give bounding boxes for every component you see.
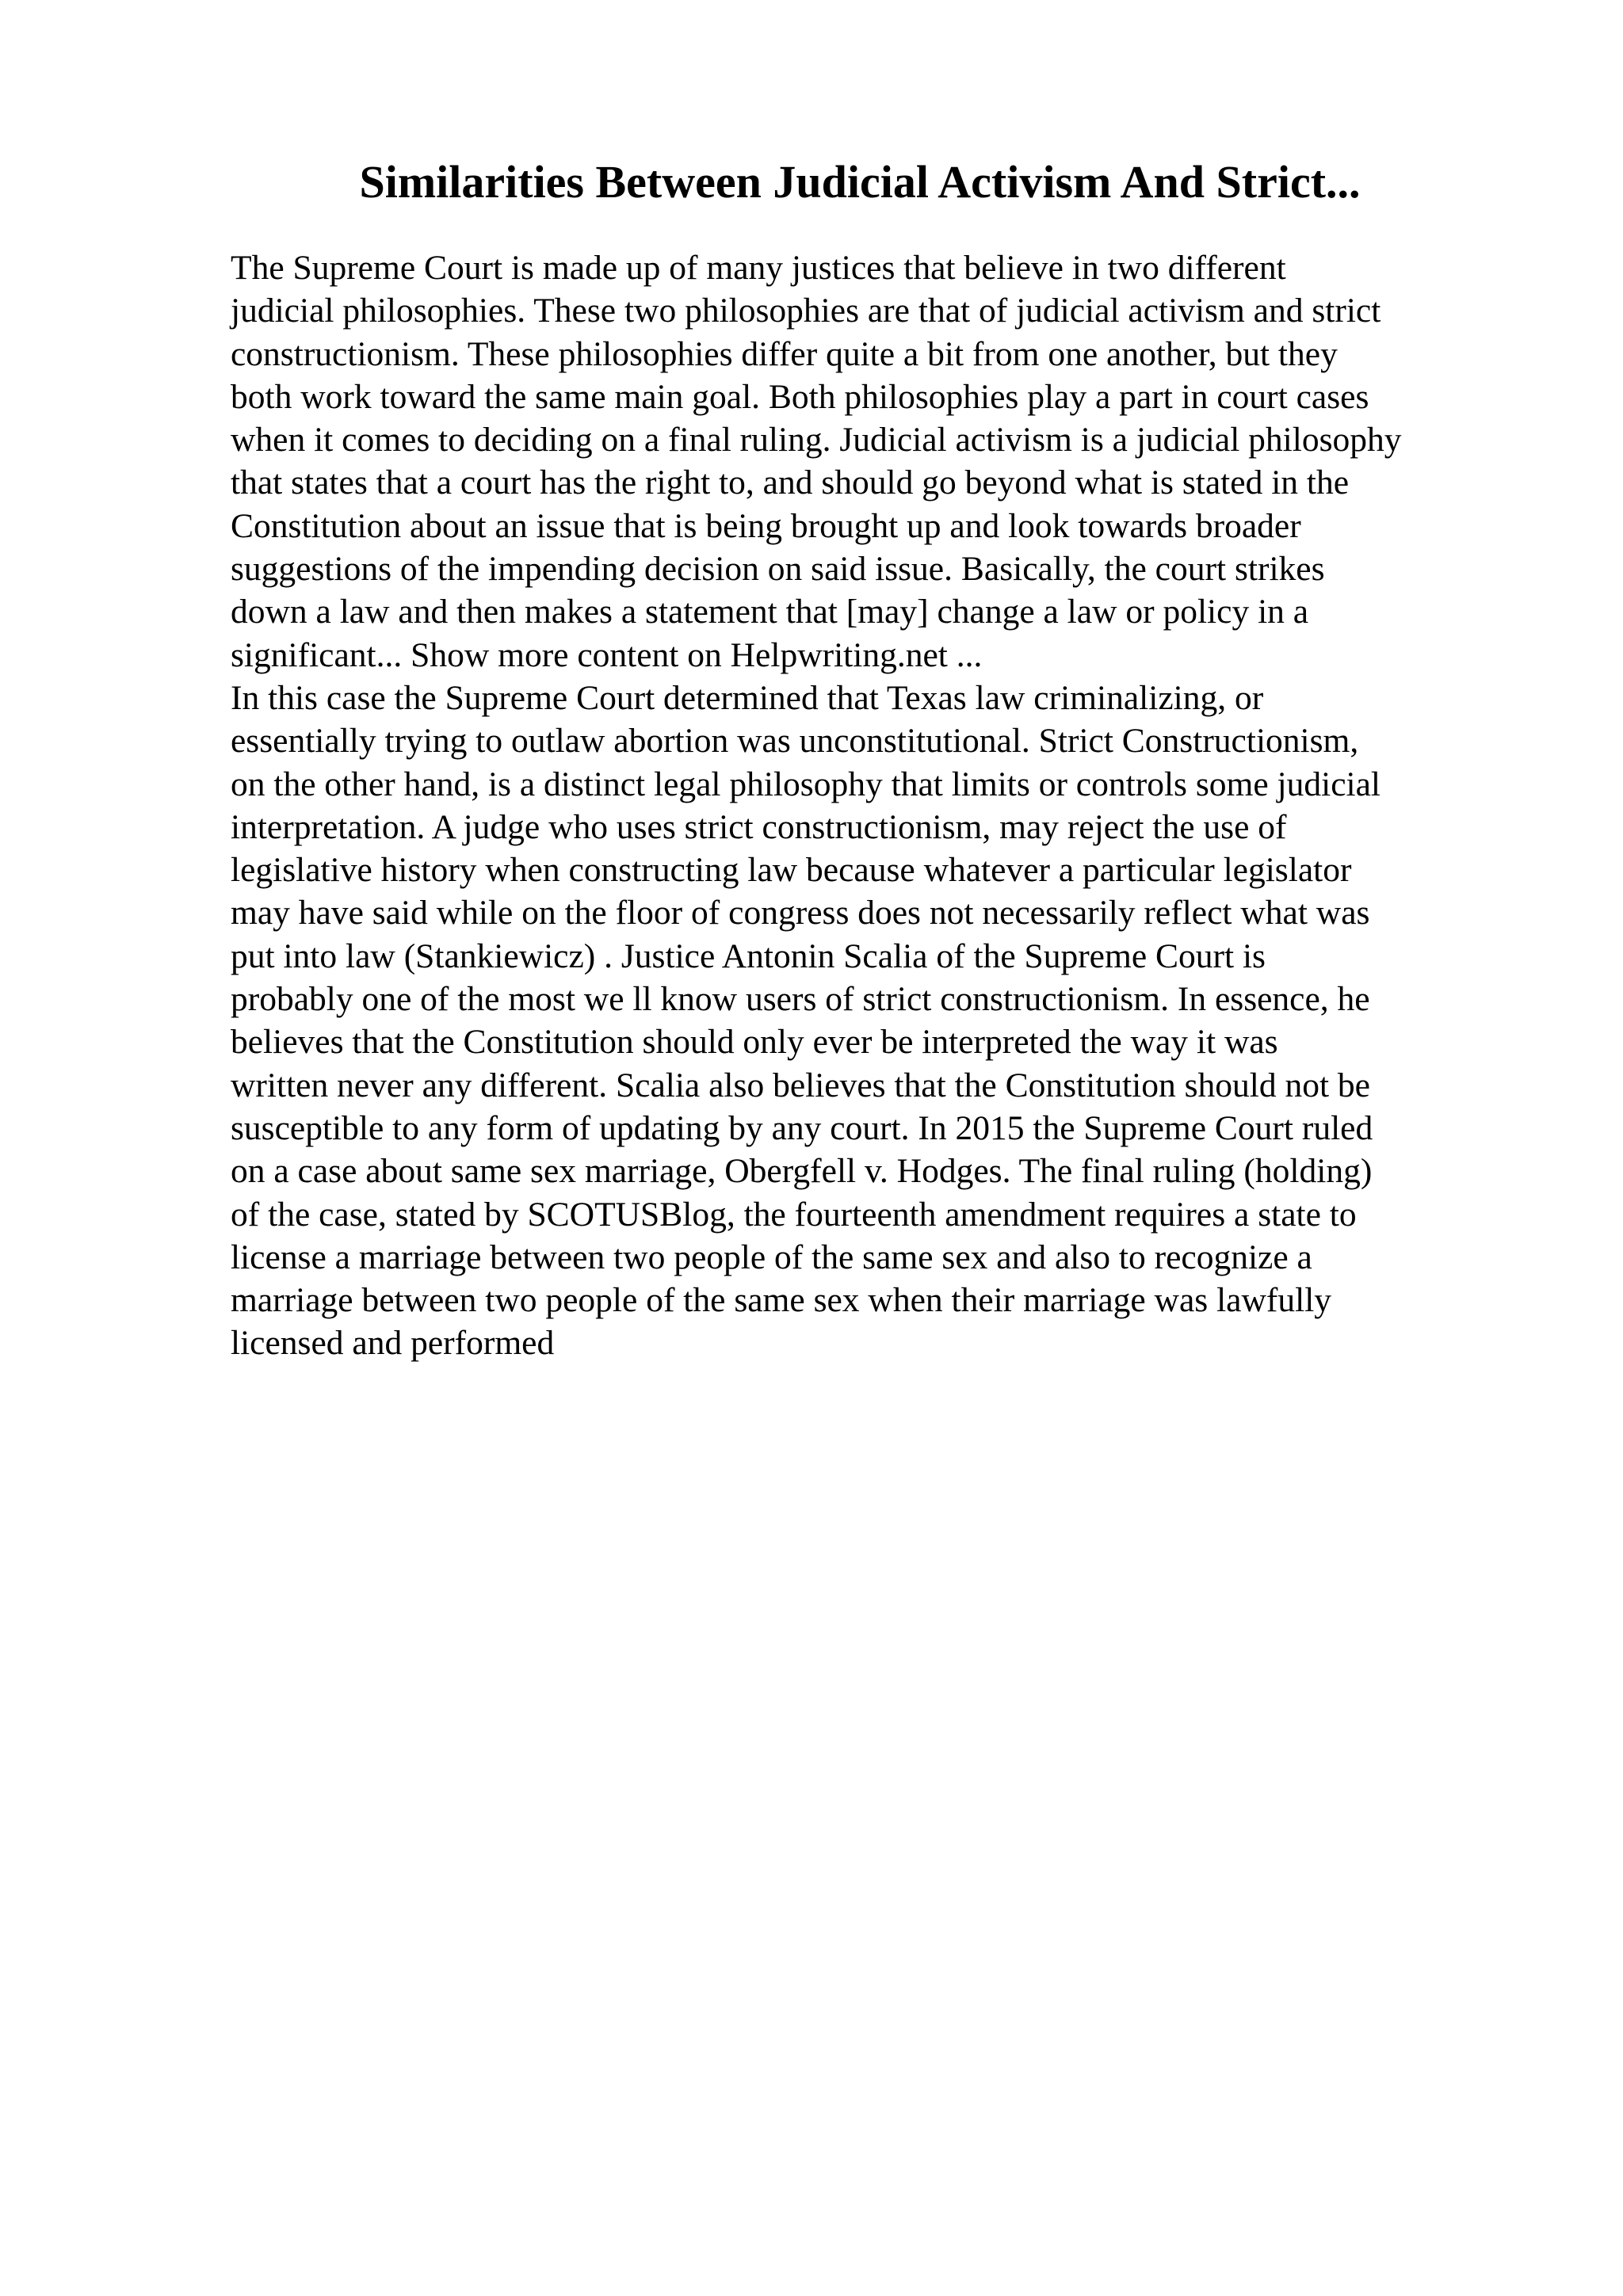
text-line: license a marriage between two people of the same sex and also to recognize a <box>231 1238 1312 1276</box>
text-line: legislative history when constructing law because whatever a particular legislator <box>231 851 1352 890</box>
paragraph-1 <box>231 246 1514 677</box>
text-line: may have said while on the floor of congress does not necessarily reflect what was <box>231 894 1370 933</box>
text-line: both work toward the same main goal. Both philosophies play a part in court cases <box>231 377 1369 416</box>
text-line: licensed and performed <box>231 1324 555 1363</box>
text-line: judicial philosophies. These two philosophies are that of judicial activism and strict <box>231 292 1381 330</box>
text-line: of the case, stated by SCOTUSBlog, the fourteenth amendment requires a state to <box>231 1195 1357 1234</box>
text-line: susceptible to any form of updating by any court. In 2015 the Supreme Court ruled <box>231 1108 1373 1147</box>
text-line: written never any different. Scalia also believes that the Constitution should not be <box>231 1066 1370 1104</box>
text-line: significant... Show more content on Helpwriting.net ... <box>231 635 983 674</box>
paragraph-2 <box>231 677 1514 1365</box>
text-line: on a case about same sex marriage, Obergfell v. Hodges. The final ruling (holding) <box>231 1152 1373 1191</box>
text-line: In this case the Supreme Court determined that Texas law criminalizing, or <box>231 678 1264 717</box>
text-line: put into law (Stankiewicz) . Justice Antonin Scalia of the Supreme Court is <box>231 936 1266 975</box>
text-line: interpretation. A judge who uses strict constructionism, may reject the use of <box>231 807 1287 846</box>
text-line: on the other hand, is a distinct legal philosophy that limits or controls some judicial <box>231 765 1381 803</box>
text-line: The Supreme Court is made up of many justices that believe in two different <box>231 249 1286 287</box>
text-line: suggestions of the impending decision on said issue. Basically, the court strikes <box>231 550 1325 589</box>
text-line: that states that a court has the right to, and should go beyond what is stated in the <box>231 463 1350 502</box>
text-line: marriage between two people of the same sex when their marriage was lawfully <box>231 1281 1332 1320</box>
document-body <box>231 246 1514 1365</box>
text-line: constructionism. These philosophies differ quite a bit from one another, but they <box>231 334 1338 373</box>
text-line: believes that the Constitution should only ever be interpreted the way it was <box>231 1023 1278 1062</box>
document-title: Similarities Between Judicial Activism And Strict... <box>359 156 1361 208</box>
text-line: probably one of the most we ll know users of strict constructionism. In essence, he <box>231 980 1370 1019</box>
text-line: when it comes to deciding on a final ruling. Judicial activism is a judicial philosophy <box>231 421 1402 460</box>
text-line: Constitution about an issue that is being brought up and look towards broader <box>231 506 1301 545</box>
text-line: essentially trying to outlaw abortion was unconstitutional. Strict Constructionism, <box>231 722 1359 761</box>
text-line: down a law and then makes a statement that [may] change a law or policy in a <box>231 593 1309 631</box>
